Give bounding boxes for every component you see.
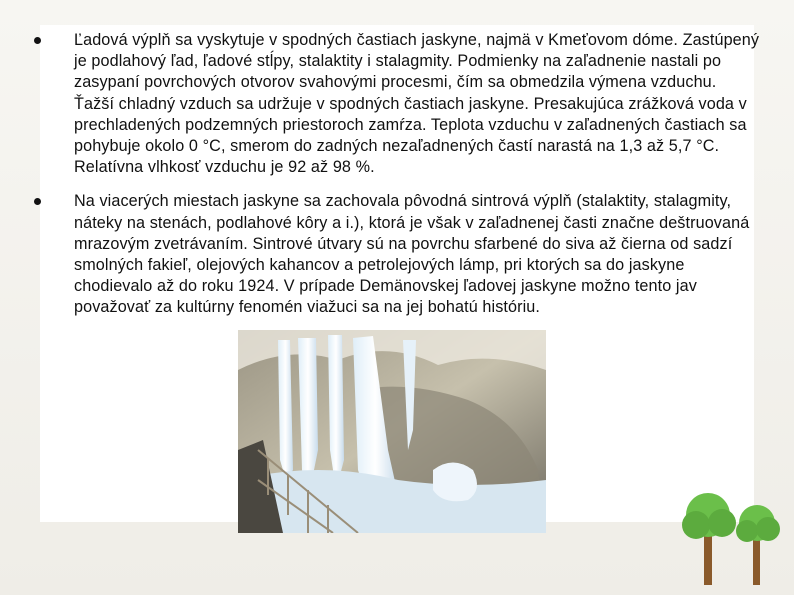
bullet-item-1: [30, 30, 760, 178]
bullet-dot-icon: [34, 198, 41, 205]
bullet-list: [30, 30, 760, 332]
bullet-text-1: Ľadová výplň sa vyskytuje v spodných častiach jaskyne, najmä v Kmeťovom dóme. Zastúpený je podlahový ľad, ľadové stĺpy, stalaktity i stalagmity. Podmienky na zaľadnenie nastali po zasypaní povrchových otvorov svahovými procesmi, čím sa obmedzila výmena vzduchu. Ťažší chladný vzduch sa udržuje v spodných častiach jaskyne. Presakujúca zrážková voda v prechladených podzemných priestoroch zamŕza. Teplota vzduchu v zaľadnených častiach sa pohybuje okolo 0 °C, smerom do zadných nezaľadnených častí narastá na 1,3 až 5,7 °C. Relatívna vlhkosť vzduchu je 92 až 98 %.: [74, 31, 760, 177]
ice-cave-photo: [238, 330, 546, 533]
bullet-item-2: [30, 191, 760, 318]
bullet-dot-icon: [34, 37, 41, 44]
bullet-text-2: Na viacerých miestach jaskyne sa zachovala pôvodná sintrová výplň (stalaktity, stalagmity, náteky na stenách, podlahové kôry a i.), ktorá je však v zaľadnenej časti značne deštruovaná mrazovým zvetrávaním. Sintrové útvary sú na povrchu sfarbené do siva až čierna od sadzí smolných fakieľ, olejových kahancov a petrolejových lámp, pri ktorých sa do jaskyne chodievalo až do roku 1924. V prípade Demänovskej ľadovej jaskyne možno tento jav považovať za kultúrny fenomén viažuci sa na jej bohatú históriu.: [74, 192, 750, 317]
trees-decoration-icon: [680, 485, 790, 585]
